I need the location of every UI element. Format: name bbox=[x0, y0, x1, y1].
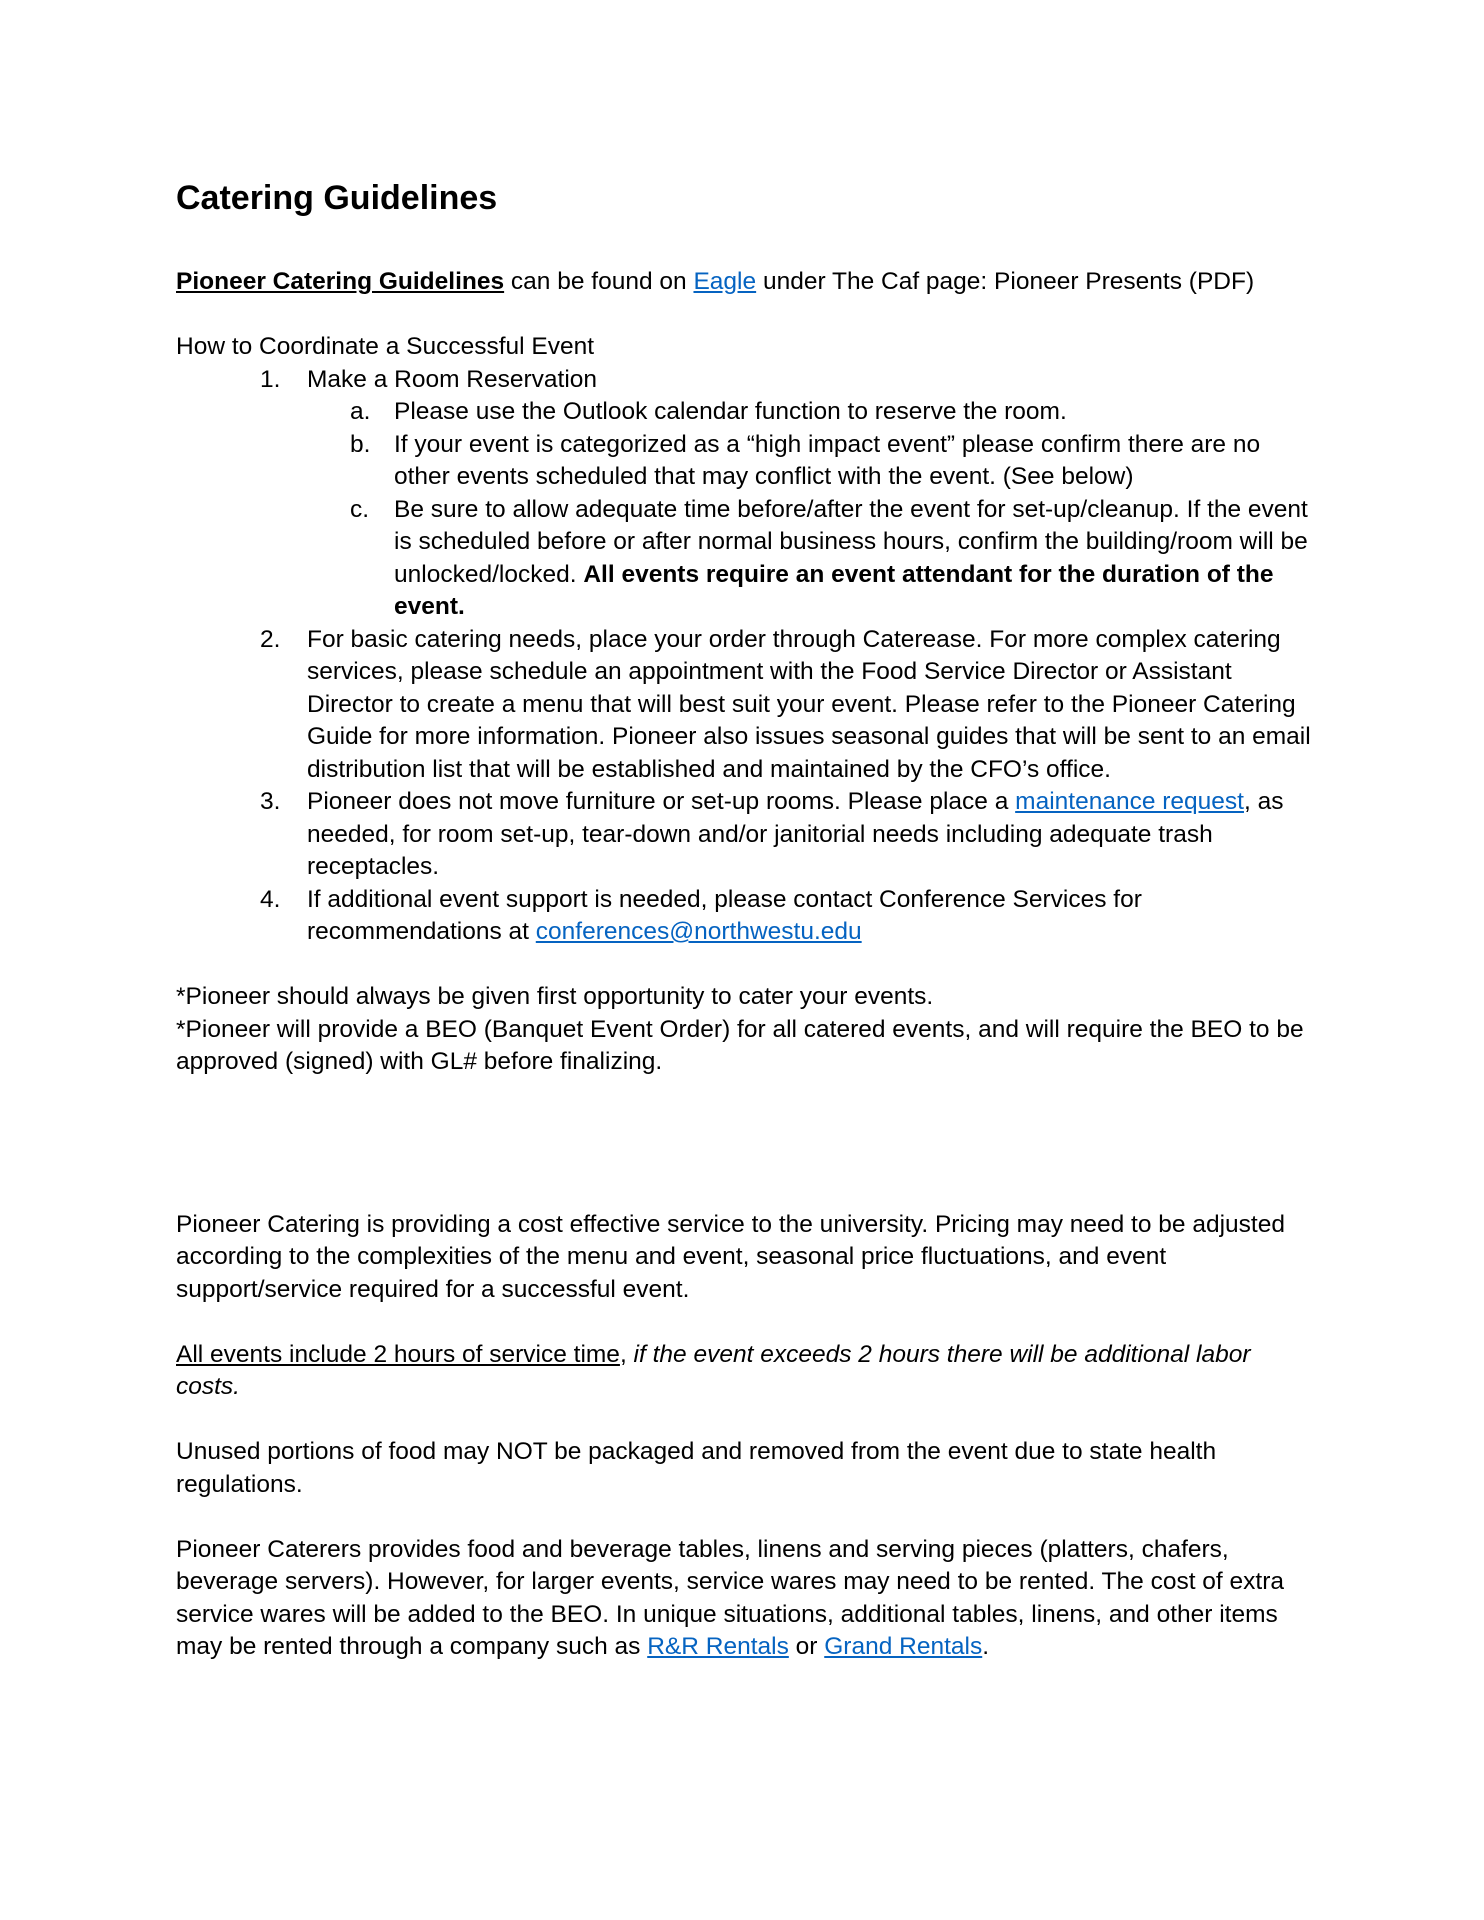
rentals-or: or bbox=[788, 1633, 825, 1660]
section-heading: How to Coordinate a Successful Event bbox=[176, 333, 595, 360]
sub-letter: a. bbox=[350, 398, 371, 425]
pricing-paragraph: Pioneer Catering is providing a cost effective service to the university. Pricing may need to be adjusted according to the complexities of the menu and event, seasonal price fluctuations, and event support/service required for a successful event. bbox=[176, 1210, 1285, 1303]
step-number: 2. bbox=[260, 625, 281, 653]
spacer bbox=[176, 1306, 1316, 1339]
sub-letter: b. bbox=[350, 430, 371, 458]
food-paragraph: Unused portions of food may NOT be packaged and removed from the event due to state health regulations. bbox=[176, 1438, 1217, 1498]
service-time-italic: if the event exceeds 2 hours there will be additional labor costs. bbox=[176, 1340, 1251, 1400]
maintenance-request-link[interactable]: maintenance request bbox=[1015, 788, 1244, 815]
conferences-email-link[interactable]: conferences@northwestu.edu bbox=[535, 918, 862, 945]
service-time-underlined: All events include 2 hours of service time bbox=[176, 1340, 620, 1368]
spacer bbox=[176, 1404, 1316, 1437]
sub-list bbox=[307, 396, 1316, 624]
rentals-end: . bbox=[982, 1633, 990, 1660]
spacer bbox=[176, 299, 1316, 332]
step-number: 4. bbox=[260, 885, 281, 913]
sub-letter: c. bbox=[350, 495, 370, 523]
list-item bbox=[176, 364, 1316, 624]
step-text: If additional event support is needed, please contact Conference Services for recommendations at bbox=[307, 885, 1142, 945]
step-number: 1. bbox=[260, 365, 281, 393]
rentals-paragraph bbox=[176, 1534, 1316, 1664]
sub-text: Be sure to allow adequate time before/after the event for set-up/cleanup. If the event is scheduled before or after normal business hours, confirm the building/room will be unlocked/locked. bbox=[394, 495, 1308, 588]
step-text-cont: , as needed, for room set-up, tear-down and/or janitorial needs including adequate trash receptacles. bbox=[307, 788, 1284, 880]
page-title: Catering Guidelines bbox=[176, 179, 498, 217]
intro-text-1: can be found on bbox=[504, 268, 694, 295]
intro-bold-title: Pioneer Catering Guidelines bbox=[176, 268, 505, 295]
sub-text: If your event is categorized as a “high impact event” please confirm there are no other events scheduled that may conflict with the event. (See below) bbox=[394, 430, 1261, 490]
list-item bbox=[307, 396, 1316, 429]
grand-rentals-link[interactable]: Grand Rentals bbox=[824, 1633, 983, 1660]
step-text: For basic catering needs, place your order through Caterease. For more complex catering services, please schedule an appointment with the Food Service Director or Assistant Director to create a menu that will best suit your event. Please refer to the Pioneer Catering Guide for more information. Pioneer also issues seasonal guides that will be sent to an email distribution list that will be established and maintained by the CFO’s office. bbox=[307, 625, 1311, 783]
list-item bbox=[307, 429, 1316, 494]
rentals-text: Pioneer Caterers provides food and beverage tables, linens and serving pieces (platters, chafers, beverage servers). However, for larger events, service wares may need to be rented. The cost of extra service wares will be added to the BEO. In unique situations, additional tables, linens, and other items may be rented through a company such as bbox=[176, 1535, 1285, 1660]
spacer bbox=[176, 949, 1316, 982]
document-body bbox=[176, 170, 1316, 1664]
note-beo: *Pioneer will provide a BEO (Banquet Event Order) for all catered events, and will require the BEO to be approved (signed) with GL# before finalizing. bbox=[176, 1015, 1304, 1075]
note-first-opportunity: *Pioneer should always be given first opportunity to cater your events. bbox=[176, 983, 934, 1010]
list-item bbox=[307, 494, 1316, 624]
eagle-link[interactable]: Eagle bbox=[693, 268, 757, 295]
spacer bbox=[176, 1079, 1316, 1209]
steps-list bbox=[176, 364, 1316, 949]
intro-paragraph bbox=[176, 266, 1316, 299]
step-text: Pioneer does not move furniture or set-up rooms. Please place a bbox=[307, 788, 1016, 815]
list-item bbox=[176, 624, 1316, 787]
list-item bbox=[176, 786, 1316, 884]
rr-rentals-link[interactable]: R&R Rentals bbox=[647, 1633, 789, 1660]
list-item bbox=[176, 884, 1316, 949]
intro-text-2: under The Caf page: Pioneer Presents (PDF) bbox=[756, 268, 1255, 295]
sub-text-bold: All events require an event attendant for the duration of the event. bbox=[394, 560, 1274, 620]
step-text: Make a Room Reservation bbox=[307, 365, 598, 393]
service-time-paragraph bbox=[176, 1339, 1316, 1404]
sub-text: Please use the Outlook calendar function to reserve the room. bbox=[394, 398, 1067, 425]
spacer bbox=[176, 1501, 1316, 1534]
service-time-comma: , bbox=[619, 1340, 627, 1368]
step-number: 3. bbox=[260, 788, 281, 815]
